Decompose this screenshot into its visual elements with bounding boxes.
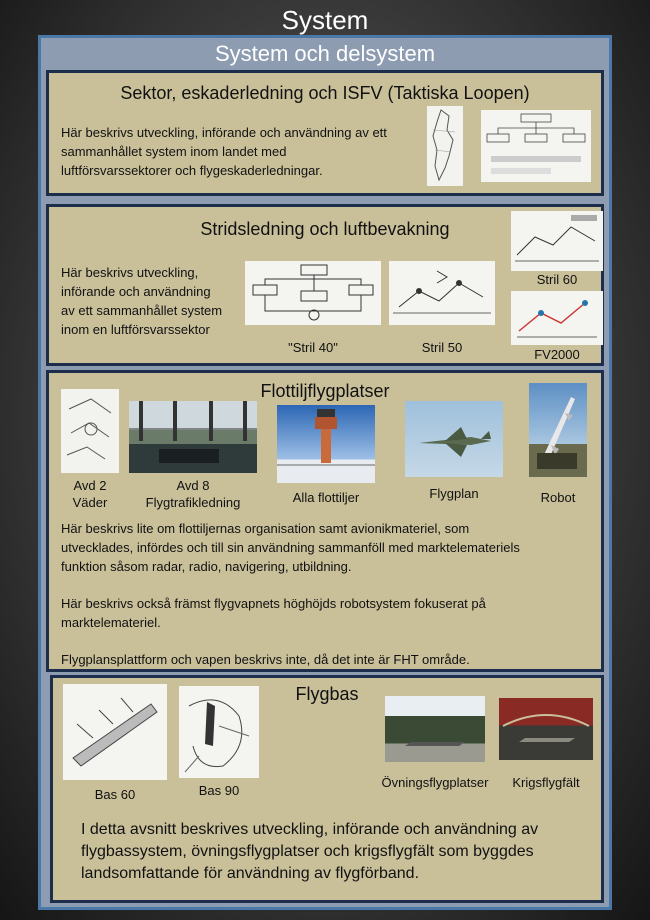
stril50-diagram-image[interactable] <box>389 261 495 325</box>
krigsflygfalt-caption: Krigsflygfält <box>512 775 580 790</box>
robot-missile-image[interactable] <box>529 383 587 477</box>
section-text-line: Flygplansplattform och vapen beskrivs inte, då det inte är FHT område. <box>61 652 470 667</box>
section-stridsledning[interactable] <box>46 204 604 366</box>
section-text-line: sammanhållet system inom landet med <box>61 144 287 159</box>
section-title: Sektor, eskaderledning och ISFV (Taktiska Loopen) <box>120 83 530 103</box>
fv2000-diagram-image[interactable] <box>511 291 603 345</box>
control-tower-image[interactable] <box>277 405 375 483</box>
section-sektor[interactable] <box>46 70 604 196</box>
avd8-caption: Flygtrafikledning <box>145 495 241 510</box>
avd8-caption: Avd 8 <box>176 478 210 493</box>
section-text-line: Här beskrivs utveckling, införande och användning av ett <box>61 125 387 140</box>
stril40-caption: "Stril 40" <box>288 340 338 355</box>
fv2000-caption: FV2000 <box>534 347 580 362</box>
avd2-sketch-image[interactable] <box>61 389 119 473</box>
control-tower-interior-image[interactable] <box>129 401 257 473</box>
stril60-diagram-image[interactable] <box>511 211 603 271</box>
stril50-caption: Stril 50 <box>421 340 463 355</box>
section-flygbas[interactable] <box>50 675 604 903</box>
robot-caption: Robot <box>540 490 576 505</box>
section-text-line: marktelemateriel. <box>61 615 161 630</box>
bas60-diagram-image[interactable] <box>63 684 167 780</box>
section-text-line: Här beskrivs utveckling, <box>61 265 199 280</box>
bas90-caption: Bas 90 <box>198 783 240 798</box>
section-text-line: landsomfattande för användning av flygförband. <box>81 865 420 882</box>
section-title: Flygbas <box>295 684 359 704</box>
section-text-line: av ett sammanhållet system <box>61 303 223 318</box>
section-text-line: utvecklades, infördes och till sin användning sammanföll med marktelemateriels <box>61 540 520 555</box>
stril40-diagram-image[interactable] <box>245 261 381 325</box>
avd2-caption: Avd 2 <box>73 478 107 493</box>
stril60-caption: Stril 60 <box>536 272 578 287</box>
section-text-line: I detta avsnitt beskrives utveckling, införande och användning av <box>81 821 539 838</box>
section-text-line: Här beskrivs lite om flottiljernas organisation samt avionikmateriel, som <box>61 521 470 536</box>
sweden-map-image[interactable] <box>427 106 463 186</box>
section-flottiljflygplatser[interactable] <box>46 370 604 672</box>
krigsflygfalt-image[interactable] <box>499 698 593 760</box>
page-subtitle: System och delsystem <box>214 41 436 66</box>
aircraft-image[interactable] <box>405 401 503 477</box>
alla-flottiljer-caption: Alla flottiljer <box>292 490 360 505</box>
section-text-line: funktion såsom radar, radio, navigering, utbildning. <box>61 559 352 574</box>
page-title: System <box>281 5 369 35</box>
avd2-caption: Väder <box>72 495 108 510</box>
flygplan-caption: Flygplan <box>429 486 479 501</box>
section-text-line: flygbassystem, övningsflygplatser och krigsflygfält som byggdes <box>81 843 534 860</box>
ovningsflygplats-image[interactable] <box>385 696 485 762</box>
section-title: Stridsledning och luftbevakning <box>200 219 450 239</box>
bas60-caption: Bas 60 <box>94 787 136 802</box>
ovningsflygplatser-caption: Övningsflygplatser <box>381 775 489 790</box>
organisation-chart-image[interactable] <box>481 110 591 182</box>
section-text-line: Här beskrivs också främst flygvapnets höghöjds robotsystem fokuserat på <box>61 596 486 611</box>
section-title: Flottiljflygplatser <box>260 381 390 401</box>
section-text-line: luftförsvarssektorer och flygeskaderledningar. <box>61 163 323 178</box>
section-text-line: inom en luftförsvarssektor <box>61 322 210 337</box>
section-text-line: införande och användning <box>61 284 211 299</box>
bas90-diagram-image[interactable] <box>179 686 259 778</box>
